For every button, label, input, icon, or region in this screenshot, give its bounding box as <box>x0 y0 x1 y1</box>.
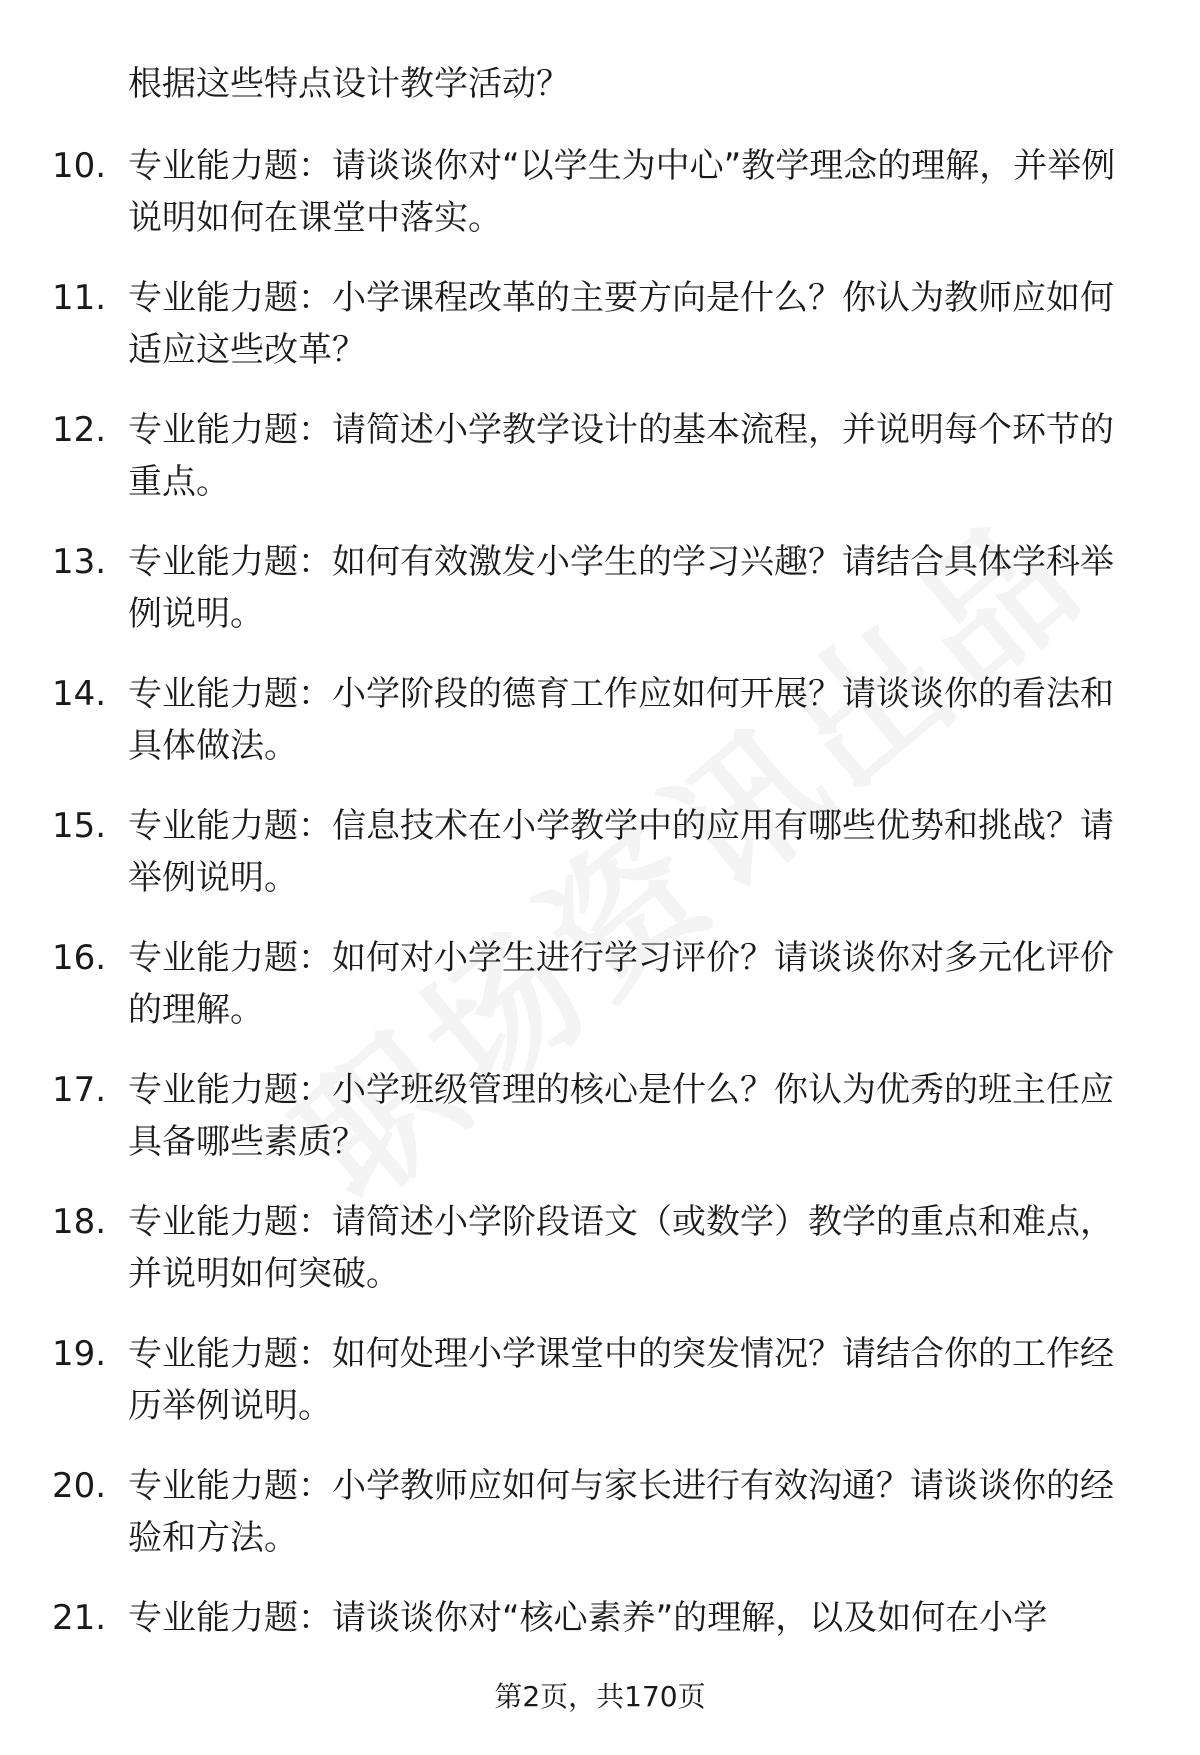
question-number: 12. <box>52 410 107 450</box>
question-text: 专业能力题：如何对小学生进行学习评价？请谈谈你对多元化评价的理解。 <box>128 938 1114 1030</box>
question-list <box>0 140 1200 1672</box>
question-text: 专业能力题：小学班级管理的核心是什么？你认为优秀的班主任应具备哪些素质？ <box>128 1070 1114 1162</box>
question-text: 专业能力题：小学教师应如何与家长进行有效沟通？请谈谈你的经验和方法。 <box>128 1466 1114 1558</box>
question-number: 10. <box>52 146 107 186</box>
question-number: 21. <box>52 1598 107 1638</box>
question-text: 专业能力题：小学课程改革的主要方向是什么？你认为教师应如何适应这些改革？ <box>128 278 1114 370</box>
question-number: 16. <box>52 938 107 978</box>
question-item <box>0 404 1200 508</box>
question-text: 专业能力题：请谈谈你对“以学生为中心”教学理念的理解，并举例说明如何在课堂中落实。 <box>128 146 1116 238</box>
question-item <box>0 1064 1200 1168</box>
question-text: 专业能力题：小学阶段的德育工作应如何开展？请谈谈你的看法和具体做法。 <box>128 674 1114 766</box>
page-footer <box>0 1677 1200 1717</box>
question-number: 11. <box>52 278 107 318</box>
question-item <box>0 1196 1200 1300</box>
continuation-text: 根据这些特点设计教学活动？ <box>128 64 570 104</box>
question-item <box>0 140 1200 244</box>
question-number: 20. <box>52 1466 107 1506</box>
question-item <box>0 1592 1200 1644</box>
question-item <box>0 932 1200 1036</box>
question-item <box>0 1460 1200 1564</box>
question-item <box>0 272 1200 376</box>
page-number-label: 第2页，共170页 <box>494 1680 706 1713</box>
question-item <box>0 536 1200 640</box>
question-text: 专业能力题：信息技术在小学教学中的应用有哪些优势和挑战？请举例说明。 <box>128 806 1114 898</box>
question-text: 专业能力题：如何有效激发小学生的学习兴趣？请结合具体学科举例说明。 <box>128 542 1114 634</box>
question-text: 专业能力题：请简述小学阶段语文（或数学）教学的重点和难点，并说明如何突破。 <box>128 1202 1114 1294</box>
question-item <box>0 668 1200 772</box>
question-number: 17. <box>52 1070 107 1110</box>
question-text: 专业能力题：如何处理小学课堂中的突发情况？请结合你的工作经历举例说明。 <box>128 1334 1114 1426</box>
question-text: 专业能力题：请谈谈你对“核心素养”的理解，以及如何在小学 <box>128 1598 1048 1638</box>
question-number: 15. <box>52 806 107 846</box>
question-number: 13. <box>52 542 107 582</box>
question-item <box>0 800 1200 904</box>
question-number: 19. <box>52 1334 107 1374</box>
question-text: 专业能力题：请简述小学教学设计的基本流程，并说明每个环节的重点。 <box>128 410 1114 502</box>
question-item <box>0 1328 1200 1432</box>
question-number: 18. <box>52 1202 107 1242</box>
question-number: 14. <box>52 674 107 714</box>
